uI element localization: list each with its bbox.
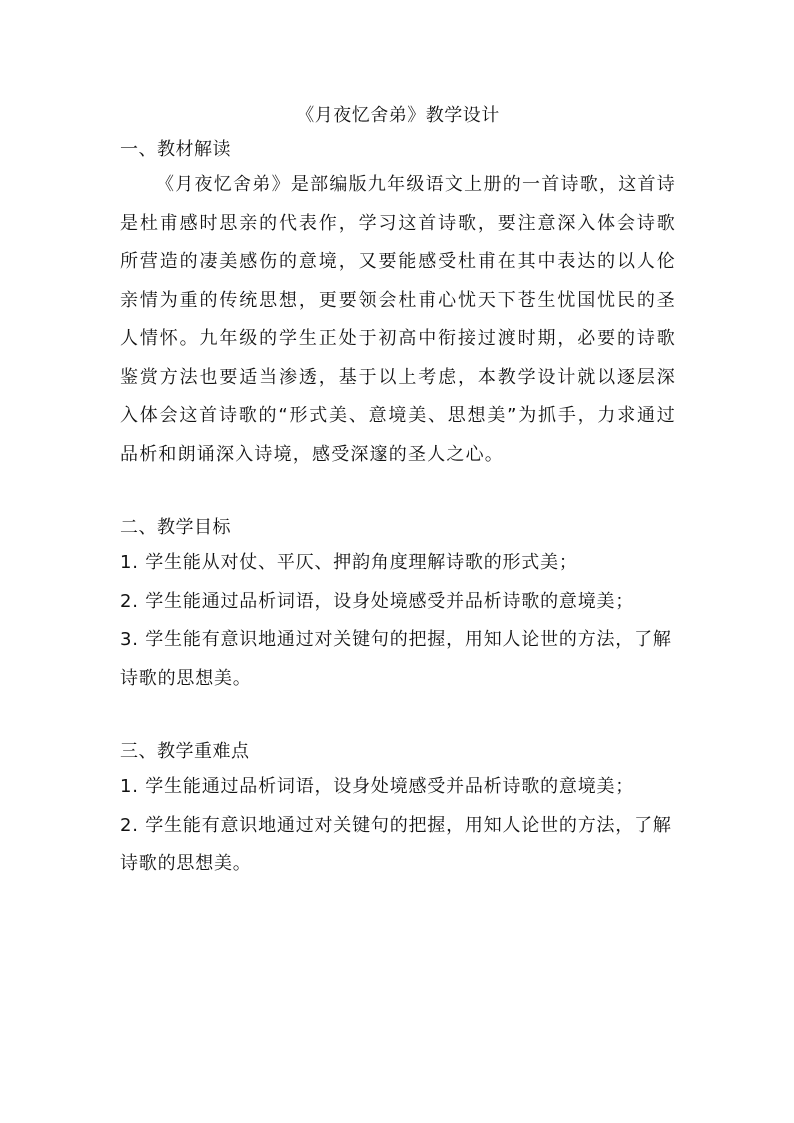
document-page: [120, 100, 676, 884]
key-difficulties-list: [120, 768, 676, 884]
list-item: 1. 学生能通过品析词语，设身处境感受并品析诗歌的意境美；: [120, 776, 635, 797]
teaching-goals-list: [120, 544, 676, 698]
section-heading-teaching-goals: 二、教学目标: [120, 517, 231, 538]
textbook-analysis-paragraph: 《月夜忆舍弟》是部编版九年级语文上册的一首诗歌，这首诗是杜甫感时思亲的代表作，学习这首诗歌，要注意深入体会诗歌所营造的凄美感伤的意境，又要能感受杜甫在其中表达的以人伦亲情为重的传统思想，更要领会杜甫心忧天下苍生忧国忧民的圣人情怀。九年级的学生正处于初高中衔接过渡时期，必要的诗歌鉴赏方法也要适当渗透，基于以上考虑，本教学设计就以逐层深入体会这首诗歌的“形式美、意境美、思想美”为抓手，力求通过品析和朗诵深入诗境，感受深邃的圣人之心。: [120, 174, 676, 465]
section-heading-key-difficulties: 三、教学重难点: [120, 741, 250, 762]
list-item: 2. 学生能通过品析词语，设身处境感受并品析诗歌的意境美；: [120, 590, 635, 612]
list-item: 2. 学生能有意识地通过对关键句的把握，用知人论世的方法，了解诗歌的思想美。: [120, 814, 672, 874]
section-heading-textbook-analysis: 一、教材解读: [120, 139, 231, 160]
list-item: 1. 学生能从对仗、平仄、押韵角度理解诗歌的形式美；: [120, 552, 578, 573]
section-spacer: [120, 474, 676, 512]
document-title: 《月夜忆舍弟》教学设计: [296, 105, 500, 126]
section-spacer: [120, 698, 676, 736]
list-item: 3. 学生能有意识地通过对关键句的把握，用知人论世的方法，了解诗歌的思想美。: [120, 629, 672, 689]
